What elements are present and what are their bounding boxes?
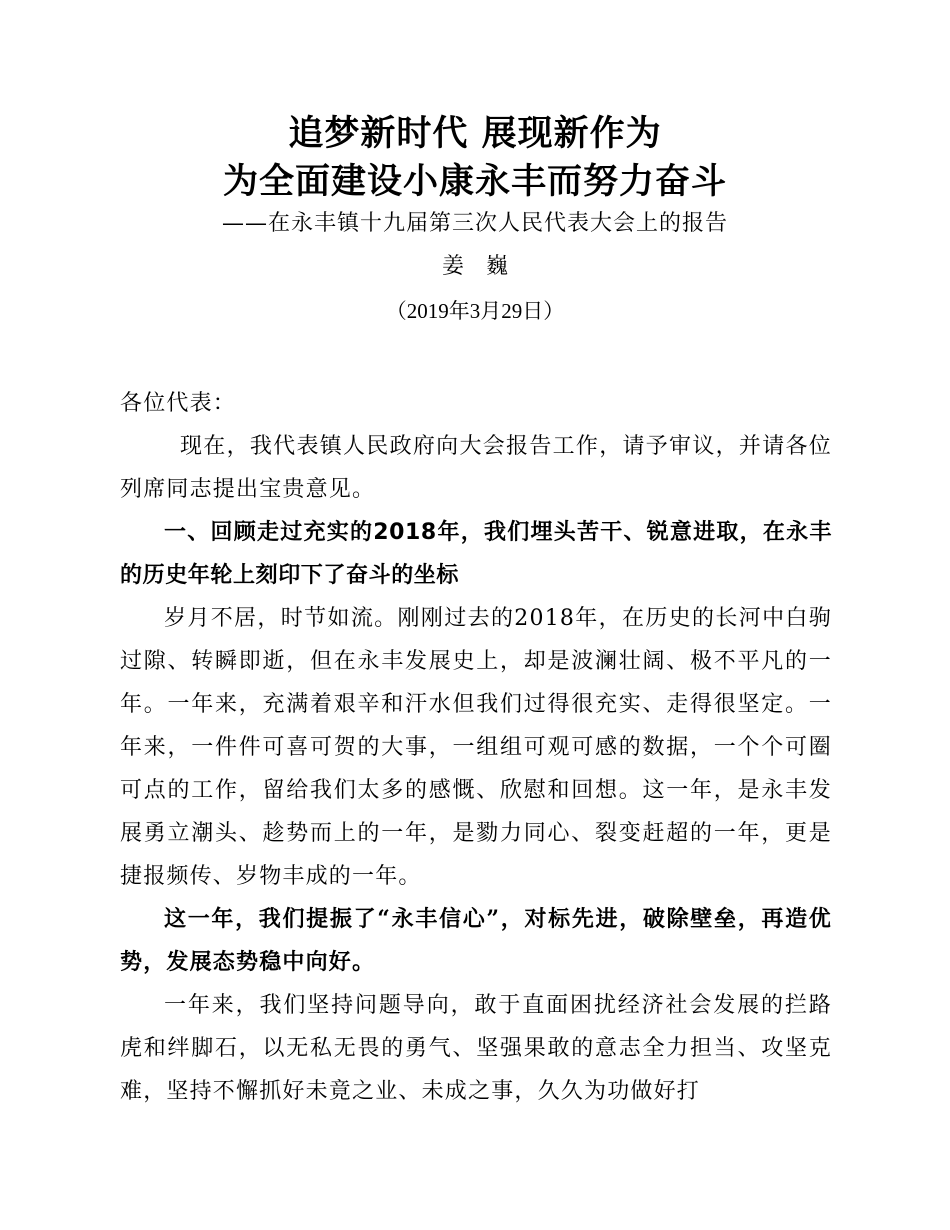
title-line-2: 为全面建设小康永丰而努力奋斗	[222, 161, 727, 202]
paragraph-intro: 现在，我代表镇人民政府向大会报告工作，请予审议，并请各位列席同志提出宝贵意见。	[120, 434, 832, 502]
section-heading-1: 一、回顾走过充实的2018年，我们埋头苦干、锐意进取，在永丰的历史年轮上刻印下了奋斗的坐标	[120, 520, 832, 588]
salutation: 各位代表：	[120, 391, 237, 416]
subtitle: ——在永丰镇十九届第三次人民代表大会上的报告	[221, 211, 728, 236]
paragraph-problem-oriented: 一年来，我们坚持问题导向，敢于直面困扰经济社会发展的拦路虎和绊脚石，以无私无畏的勇气、坚强果敢的意志全力担当、攻坚克难，坚持不懈抓好未竟之业、未成之事，久久为功做好打	[120, 993, 832, 1104]
author: 姜巍	[441, 254, 530, 279]
title-line-1: 追梦新时代 展现新作为	[288, 113, 662, 154]
paragraph-review: 岁月不居，时节如流。刚刚过去的2018年，在历史的长河中白驹过隙、转瞬即逝，但在永丰发展史上，却是波澜壮阔、极不平凡的一年。一年来，充满着艰辛和汗水但我们过得很充实、走得很坚定。一年来，一件件可喜可贺的大事，一组组可观可感的数据，一个个可圈可点的工作，留给我们太多的感慨、欣慰和回想。这一年，是永丰发展勇立潮头、趁势而上的一年，是勠力同心、裂变赶超的一年，更是捷报频传、岁物丰成的一年。	[120, 606, 832, 889]
report-date: （2019年3月29日）	[385, 299, 565, 323]
bold-summary: 这一年，我们提振了“永丰信心”，对标先进，破除壁垒，再造优势，发展态势稳中向好。	[120, 906, 832, 975]
